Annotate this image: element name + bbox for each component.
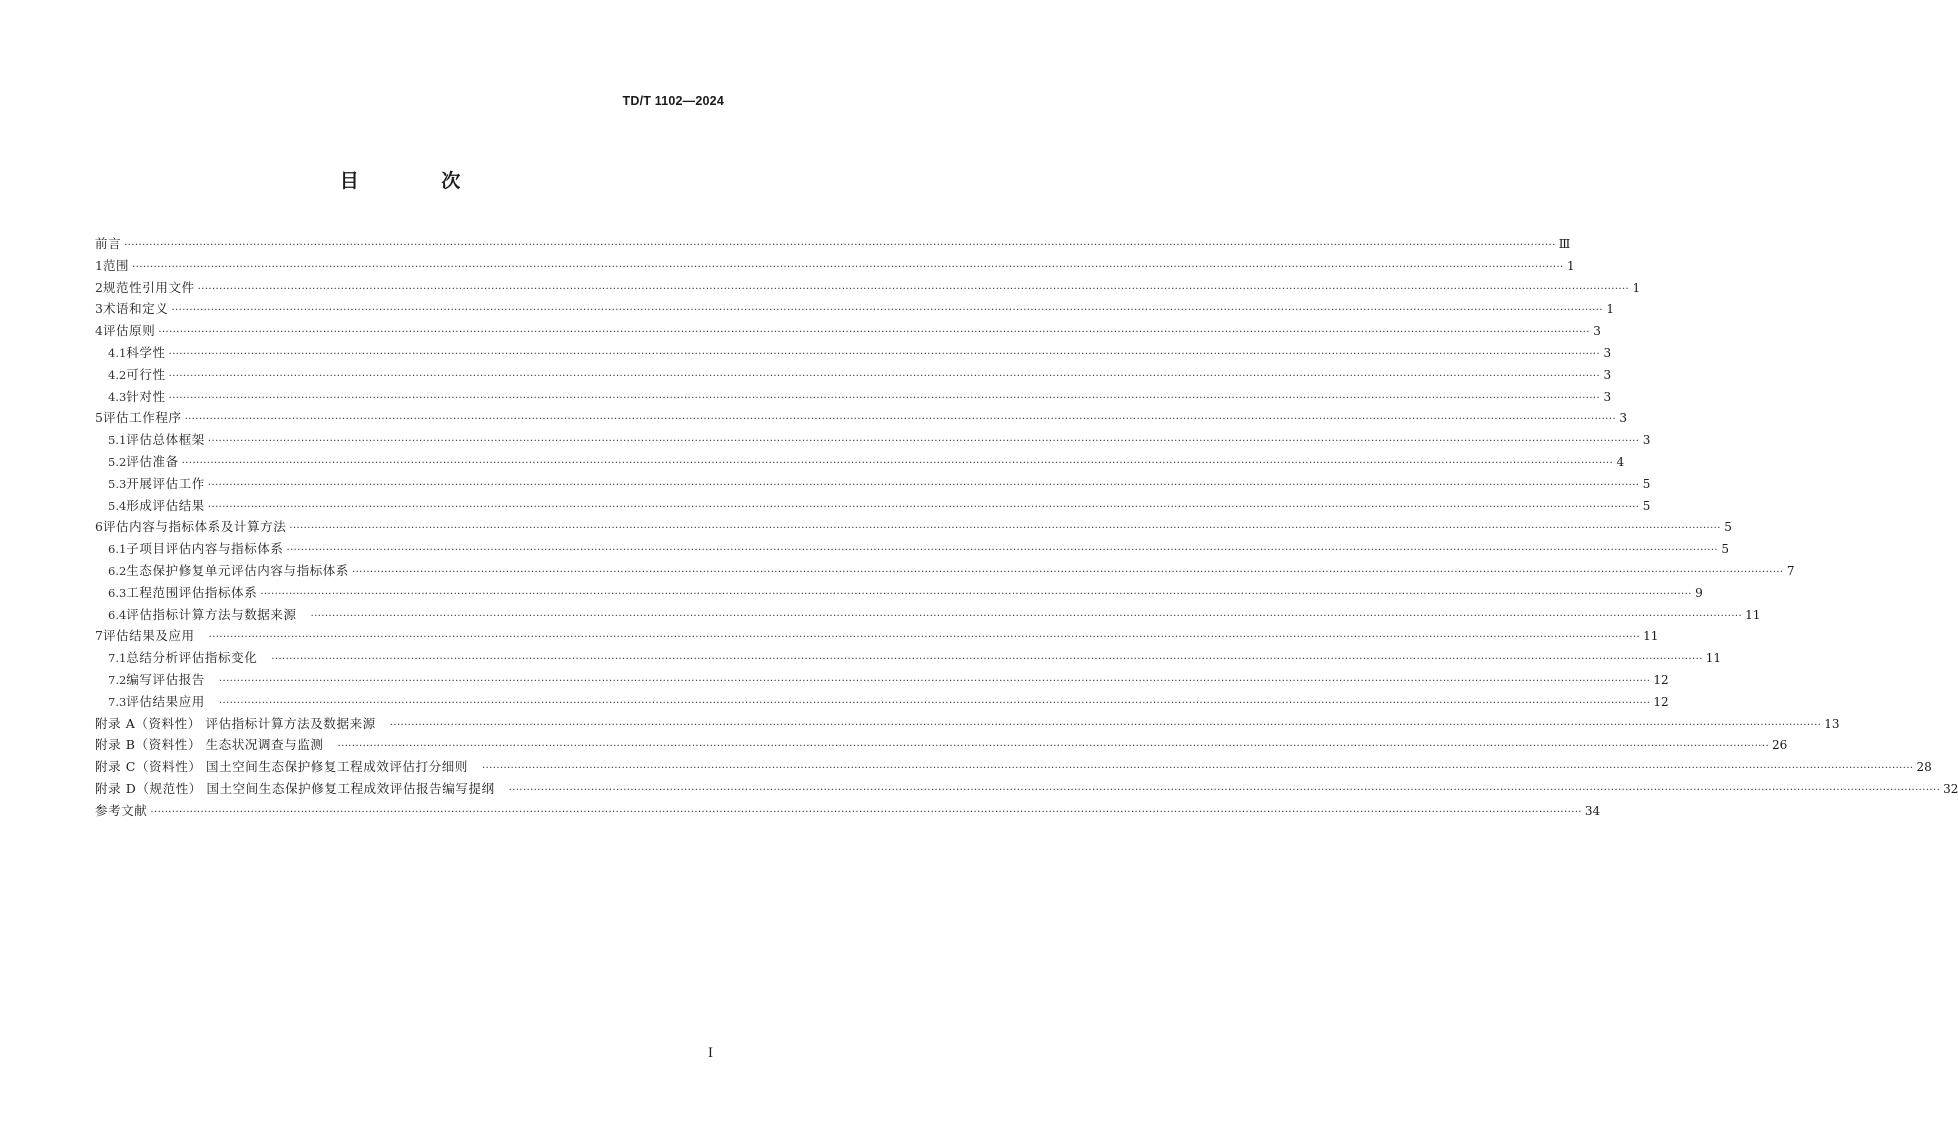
toc-entry-number: 7.3	[108, 694, 127, 709]
toc-entry[interactable]	[95, 625, 1659, 647]
toc-dot-leader: ················································································································································································································································································································································································································	[508, 784, 1941, 796]
toc-entry[interactable]	[95, 277, 1641, 299]
toc-entry-page: 26	[1772, 738, 1788, 753]
toc-entry-page: 1	[1567, 258, 1575, 273]
toc-entry-label: 子项目评估内容与指标体系	[126, 541, 284, 557]
toc-entry[interactable]	[95, 233, 1571, 255]
toc-dot-leader: ················································································································································································································································································································································································································	[310, 610, 1743, 622]
toc-entry[interactable]	[95, 538, 1729, 560]
toc-entry-page: 11	[1705, 651, 1722, 666]
toc-dot-leader: ················································································································································································································································································································································································································	[158, 327, 1590, 339]
toc-entry[interactable]	[95, 495, 1651, 517]
toc-dot-leader: ················································································································································································································································································································································································································	[286, 545, 1718, 557]
toc-entry-label: 评估总体框架	[126, 432, 205, 448]
toc-entry[interactable]	[95, 320, 1601, 342]
toc-entry-label: 评估结果应用	[126, 693, 205, 709]
toc-entry-number: 6.2	[108, 563, 127, 578]
toc-entry[interactable]	[95, 451, 1625, 473]
toc-dot-leader: ················································································································································································································································································································································································································	[150, 806, 1582, 818]
toc-entry-number: 5.1	[108, 433, 127, 448]
standard-code: TD/T 1102—2024	[622, 94, 724, 108]
toc-entry-number: 7.2	[108, 672, 127, 687]
toc-entry-number: 6.4	[108, 607, 127, 622]
toc-entry-page: 3	[1603, 345, 1612, 360]
toc-entry-number: 3	[95, 301, 103, 317]
toc-entry-number: 7.1	[108, 651, 127, 666]
toc-entry[interactable]	[95, 386, 1612, 408]
toc-entry-page: 9	[1695, 585, 1703, 600]
toc-dot-leader: ················································································································································································································································································································································································································	[181, 457, 1614, 469]
toc-dot-leader: ················································································································································································································································································································································································································	[482, 763, 1914, 775]
toc-entry-page: 1	[1632, 280, 1641, 295]
toc-entry[interactable]	[95, 560, 1795, 582]
toc-dot-leader: ················································································································································································································································································································································································································	[207, 436, 1640, 448]
toc-entry-label: 附录 C（资料性） 国土空间生态保护修复工程成效评估打分细则	[95, 759, 469, 775]
toc-entry-page: 3	[1593, 324, 1601, 339]
toc-entry-label: 附录 D（规范性） 国土空间生态保护修复工程成效评估报告编写提纲	[95, 780, 495, 796]
toc-entry-label: 可行性	[126, 366, 166, 382]
toc-entry-page: 7	[1786, 563, 1795, 578]
toc-entry-page: 5	[1642, 498, 1651, 513]
toc-entry-number: 4.2	[108, 367, 127, 382]
toc-entry-page: 3	[1619, 411, 1628, 426]
toc-entry-label: 评估指标计算方法与数据来源	[126, 606, 297, 622]
toc-entry-number: 4.3	[108, 389, 127, 404]
toc-dot-leader: ················································································································································································································································································································································································································	[218, 697, 1651, 709]
toc-entry-page: 12	[1653, 672, 1669, 687]
toc-dot-leader: ················································································································································································································································································································································································································	[218, 675, 1651, 687]
toc-entry[interactable]	[95, 516, 1732, 538]
toc-entry[interactable]	[95, 298, 1614, 320]
toc-entry-number: 4	[95, 323, 103, 339]
toc-entry-label: 附录 B（资料性） 生态状况调查与监测	[95, 737, 324, 753]
toc-entry-page: 1	[1606, 302, 1614, 317]
toc-entry[interactable]	[95, 734, 1788, 756]
toc-entry-number: 2	[95, 279, 103, 295]
toc-entry-label: 规范性引用文件	[102, 279, 195, 295]
page-title: 目 次	[339, 170, 499, 192]
toc-entry-label: 针对性	[126, 388, 166, 404]
toc-entry-page: 3	[1642, 433, 1651, 448]
toc-entry-label: 评估结果及应用	[102, 628, 195, 644]
toc-entry-label: 生态保护修复单元评估内容与指标体系	[126, 562, 349, 578]
toc-entry-label: 评估内容与指标体系及计算方法	[102, 519, 287, 535]
toc-entry-number: 6	[95, 519, 103, 535]
toc-entry-label: 术语和定义	[102, 301, 169, 317]
toc-dot-leader: ················································································································································································································································································································································································································	[389, 719, 1822, 731]
toc-entry[interactable]	[95, 756, 1932, 778]
toc-entry[interactable]	[95, 364, 1612, 386]
toc-dot-leader: ················································································································································································································································································································································································································	[289, 523, 1721, 535]
toc-entry[interactable]	[95, 604, 1761, 626]
toc-dot-leader: ················································································································································································································································································································································································································	[168, 370, 1601, 382]
toc-entry[interactable]	[95, 429, 1651, 451]
toc-entry[interactable]	[95, 342, 1612, 364]
toc-entry-page: 5	[1642, 476, 1651, 491]
toc-entry-page: 34	[1584, 803, 1601, 818]
toc-dot-leader: ················································································································································································································································································································································································································	[271, 654, 1703, 666]
toc-entry[interactable]	[95, 800, 1601, 822]
toc-dot-leader: ················································································································································································································································································································································································································	[197, 283, 1630, 295]
toc-entry-number: 6.3	[108, 585, 127, 600]
toc-dot-leader: ················································································································································································································································································································································································································	[171, 305, 1603, 317]
toc-dot-leader: ················································································································································································································································································································································································································	[207, 501, 1640, 513]
toc-dot-leader: ················································································································································································································································································································································································································	[168, 348, 1601, 360]
toc-entry-page: 11	[1643, 629, 1659, 644]
toc-entry[interactable]	[95, 647, 1722, 669]
toc-dot-leader: ················································································································································································································································································································································································································	[168, 392, 1601, 404]
toc-dot-leader: ················································································································································································································································································································································································································	[132, 261, 1564, 273]
table-of-contents	[95, 233, 1958, 822]
page-number: I	[707, 1046, 713, 1061]
toc-entry-page: 5	[1721, 542, 1729, 557]
toc-entry-label: 前言	[95, 236, 122, 251]
toc-dot-leader: ················································································································································································································································································································································································································	[124, 240, 1556, 251]
toc-entry-page: 32	[1943, 781, 1958, 796]
toc-entry-label: 附录 A（资料性） 评估指标计算方法及数据来源	[95, 715, 376, 731]
toc-entry-page: 4	[1616, 454, 1625, 469]
toc-entry-label: 评估原则	[102, 323, 156, 339]
toc-entry-number: 6.1	[108, 542, 127, 557]
toc-entry-number: 4.1	[108, 345, 127, 360]
toc-entry-number: 1	[95, 257, 103, 273]
toc-dot-leader: ················································································································································································································································································································································································································	[184, 414, 1617, 426]
toc-entry-number: 5.3	[108, 476, 127, 491]
toc-entry[interactable]	[95, 255, 1575, 277]
toc-entry-label: 参考文献	[95, 802, 148, 818]
toc-entry-page: 3	[1603, 367, 1612, 382]
toc-entry-page: 3	[1603, 389, 1612, 404]
toc-dot-leader: ················································································································································································································································································································································································································	[352, 566, 1784, 578]
toc-entry[interactable]	[95, 778, 1958, 800]
toc-entry-label: 科学性	[126, 344, 166, 360]
toc-entry-label: 评估工作程序	[102, 410, 182, 426]
toc-entry-number: 5	[95, 410, 103, 426]
toc-entry-number: 5.4	[108, 498, 127, 513]
toc-entry-label: 总结分析评估指标变化	[126, 650, 258, 666]
toc-entry[interactable]	[95, 669, 1669, 691]
toc-entry-label: 范围	[102, 257, 130, 273]
toc-entry-page: 5	[1724, 520, 1732, 535]
toc-entry[interactable]	[95, 582, 1703, 604]
toc-dot-leader: ················································································································································································································································································································································································································	[260, 588, 1692, 600]
toc-entry[interactable]	[95, 691, 1669, 713]
toc-entry-page: 12	[1653, 694, 1669, 709]
toc-entry[interactable]	[95, 473, 1651, 495]
toc-entry[interactable]	[95, 713, 1840, 735]
toc-entry-label: 评估准备	[126, 453, 179, 469]
toc-dot-leader: ················································································································································································································································································································································································································	[208, 632, 1641, 644]
toc-entry-page: 28	[1916, 760, 1932, 775]
toc-entry-number: 5.2	[108, 454, 127, 469]
toc-dot-leader: ················································································································································································································································································································································································································	[207, 479, 1640, 491]
toc-entry-label: 开展评估工作	[126, 475, 205, 491]
toc-entry-label: 形成评估结果	[126, 497, 205, 513]
toc-entry-page: 11	[1745, 607, 1761, 622]
toc-entry-label: 编写评估报告	[126, 671, 205, 687]
toc-entry-number: 7	[95, 628, 103, 644]
toc-entry[interactable]	[95, 407, 1628, 429]
toc-entry-label: 工程范围评估指标体系	[126, 584, 258, 600]
toc-entry-page: Ⅲ	[1558, 237, 1571, 251]
toc-entry-page: 13	[1824, 716, 1840, 731]
toc-dot-leader: ················································································································································································································································································································································································································	[337, 741, 1770, 753]
